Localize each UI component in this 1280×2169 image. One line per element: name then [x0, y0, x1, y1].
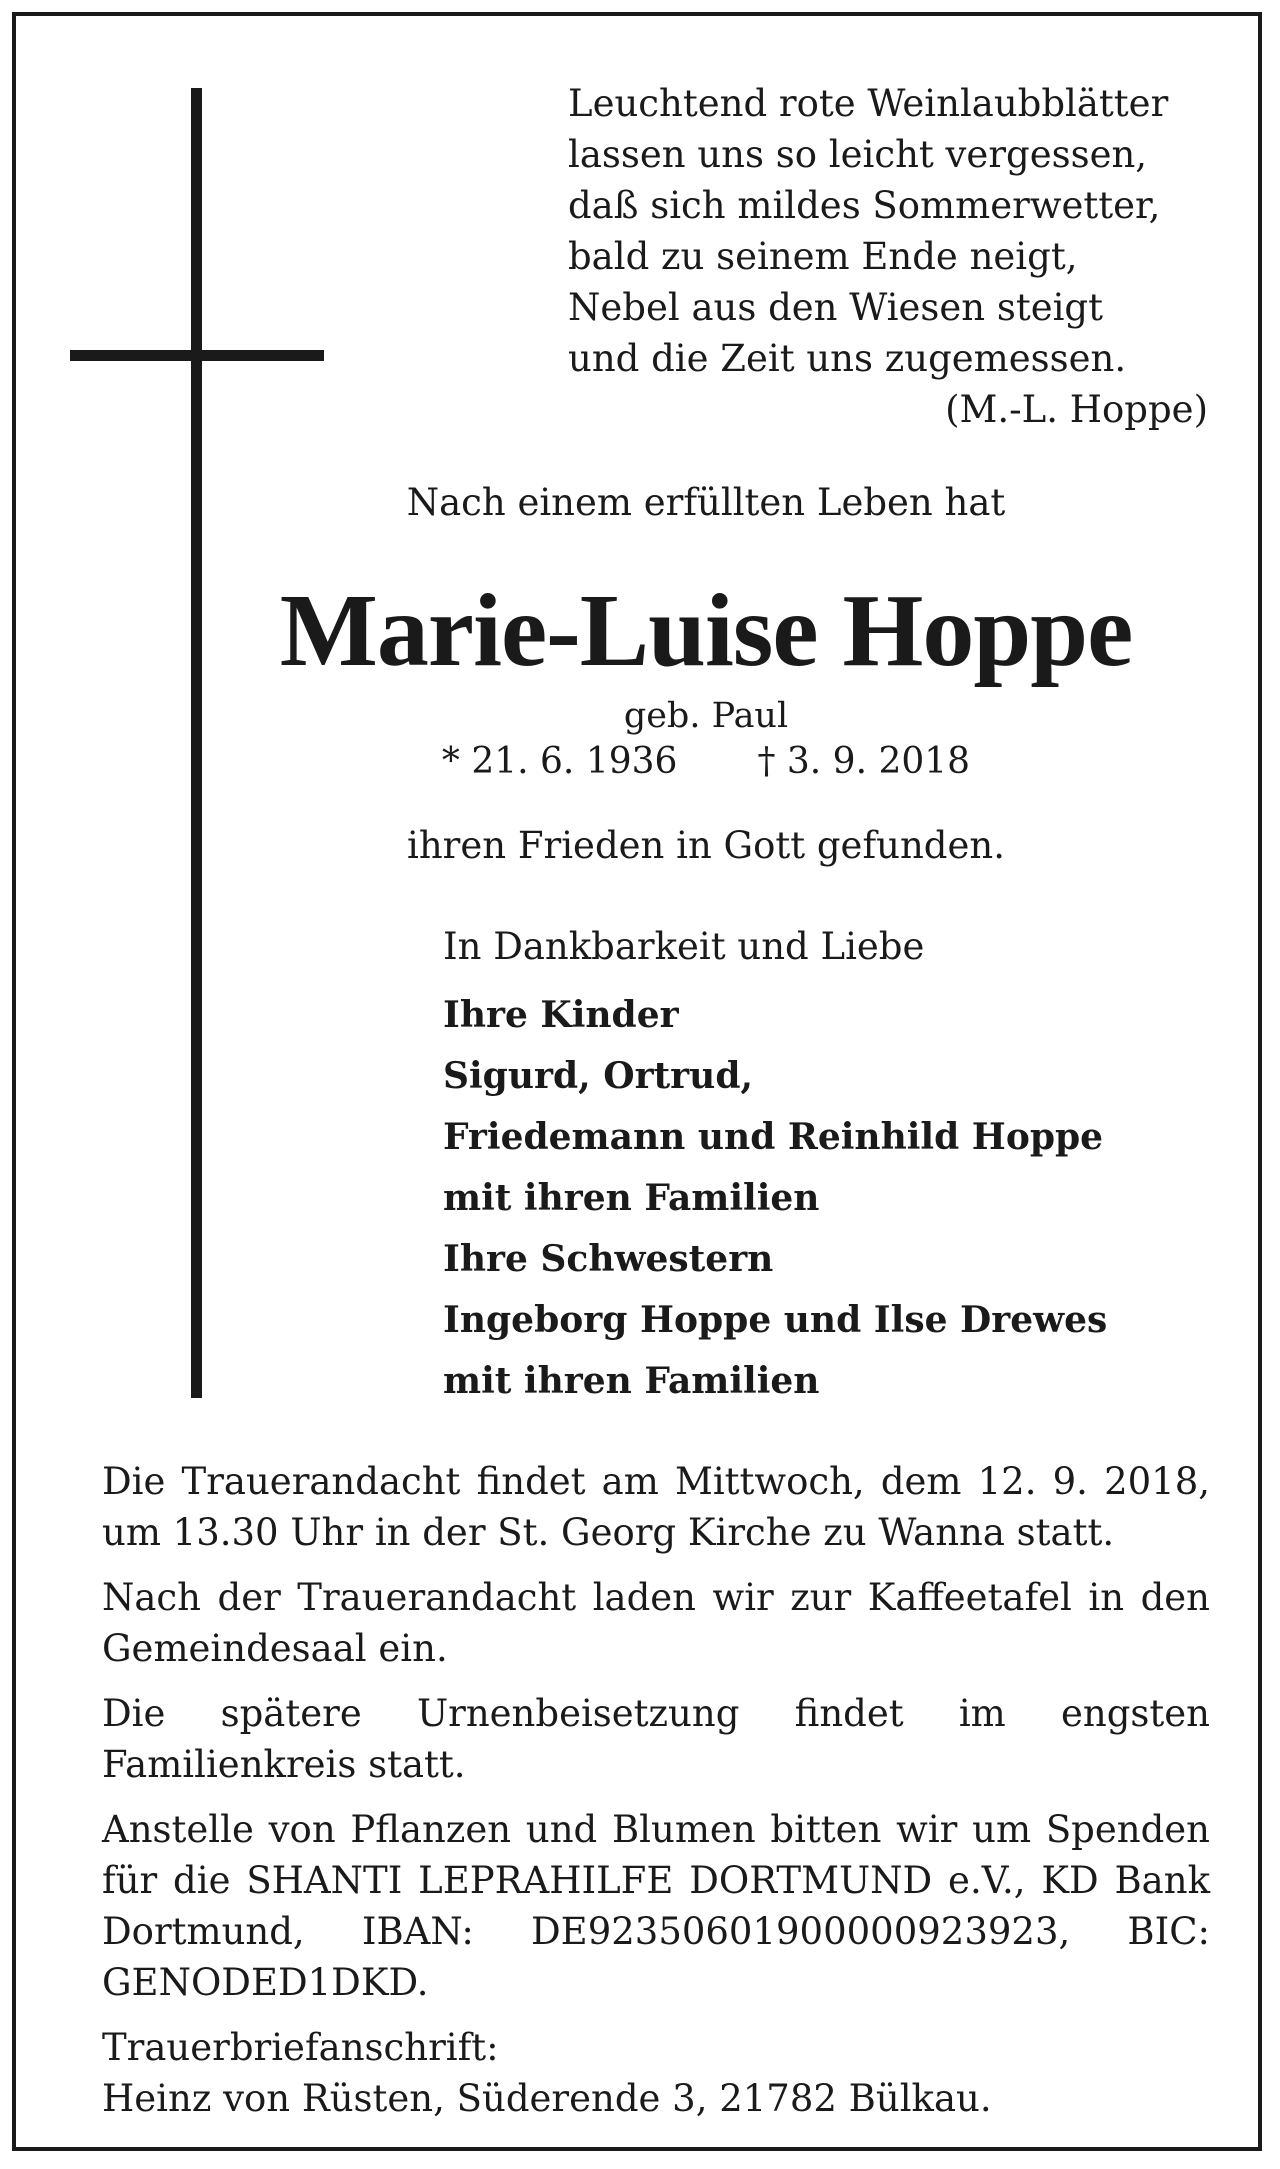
poem	[568, 78, 1208, 435]
birth-date: * 21. 6. 1936	[441, 741, 678, 782]
address-label: Trauerbriefanschrift:	[102, 2026, 499, 2069]
poem-line: daß sich mildes Sommerwetter,	[568, 184, 1161, 227]
thanks-lead: In Dankbarkeit und Liebe	[443, 925, 925, 968]
poem-line: bald zu seinem Ende neigt,	[568, 235, 1078, 278]
obituary-notice	[12, 12, 1262, 2151]
service-paragraph: Die Trauerandacht findet am Mittwoch, dem 12. 9. 2018, um 13.30 Uhr in der St. Georg Kirche zu Wanna statt.	[102, 1460, 1210, 1554]
signatory-line: Ihre Schwestern	[443, 1238, 774, 1280]
intro-text: Nach einem erfüllten Leben hat	[406, 481, 1006, 524]
signatory-line: mit ihren Familien	[443, 1360, 820, 1402]
donation-paragraph: Anstelle von Pflanzen und Blumen bitten wir um Spenden für die SHANTI LEPRAHILFE DORTMUND e.V., KD Bank Dortmund, IBAN: DE92350601900000923923, BIC: GENODED1DKD.	[102, 1808, 1210, 2004]
signatory-line: Ihre Kinder	[443, 994, 679, 1036]
deceased-name: Marie-Luise Hoppe	[279, 573, 1133, 688]
coffee-paragraph: Nach der Trauerandacht laden wir zur Kaffeetafel in den Gemeindesaal ein.	[102, 1576, 1210, 1670]
poem-line: lassen uns so leicht vergessen,	[568, 133, 1148, 176]
poem-line: Nebel aus den Wiesen steigt	[568, 286, 1103, 329]
address-text: Heinz von Rüsten, Süderende 3, 21782 Bülkau.	[102, 2077, 992, 2120]
signatory-line: Ingeborg Hoppe und Ilse Drewes	[443, 1299, 1108, 1341]
birth-name: geb. Paul	[623, 696, 789, 736]
signatory-line: mit ihren Familien	[443, 1177, 820, 1219]
poem-attribution: (M.-L. Hoppe)	[945, 388, 1208, 431]
signatories-block	[443, 921, 1223, 1412]
cross-icon-horizontal-beam	[70, 350, 324, 361]
service-information	[102, 1456, 1210, 2124]
death-date: † 3. 9. 2018	[757, 741, 971, 782]
poem-line: und die Zeit uns zugemessen.	[568, 337, 1127, 380]
life-dates	[206, 741, 1206, 782]
peace-text: ihren Frieden in Gott gefunden.	[407, 824, 1005, 867]
signatory-line: Sigurd, Ortrud,	[443, 1055, 754, 1097]
poem-line: Leuchtend rote Weinlaubblätter	[568, 82, 1169, 125]
urn-paragraph: Die spätere Urnenbeisetzung findet im engsten Familienkreis statt.	[102, 1692, 1210, 1786]
cross-icon-vertical-beam	[191, 88, 202, 1398]
signatory-line: Friedemann und Reinhild Hoppe	[443, 1116, 1104, 1158]
address-paragraph	[102, 2022, 1210, 2124]
